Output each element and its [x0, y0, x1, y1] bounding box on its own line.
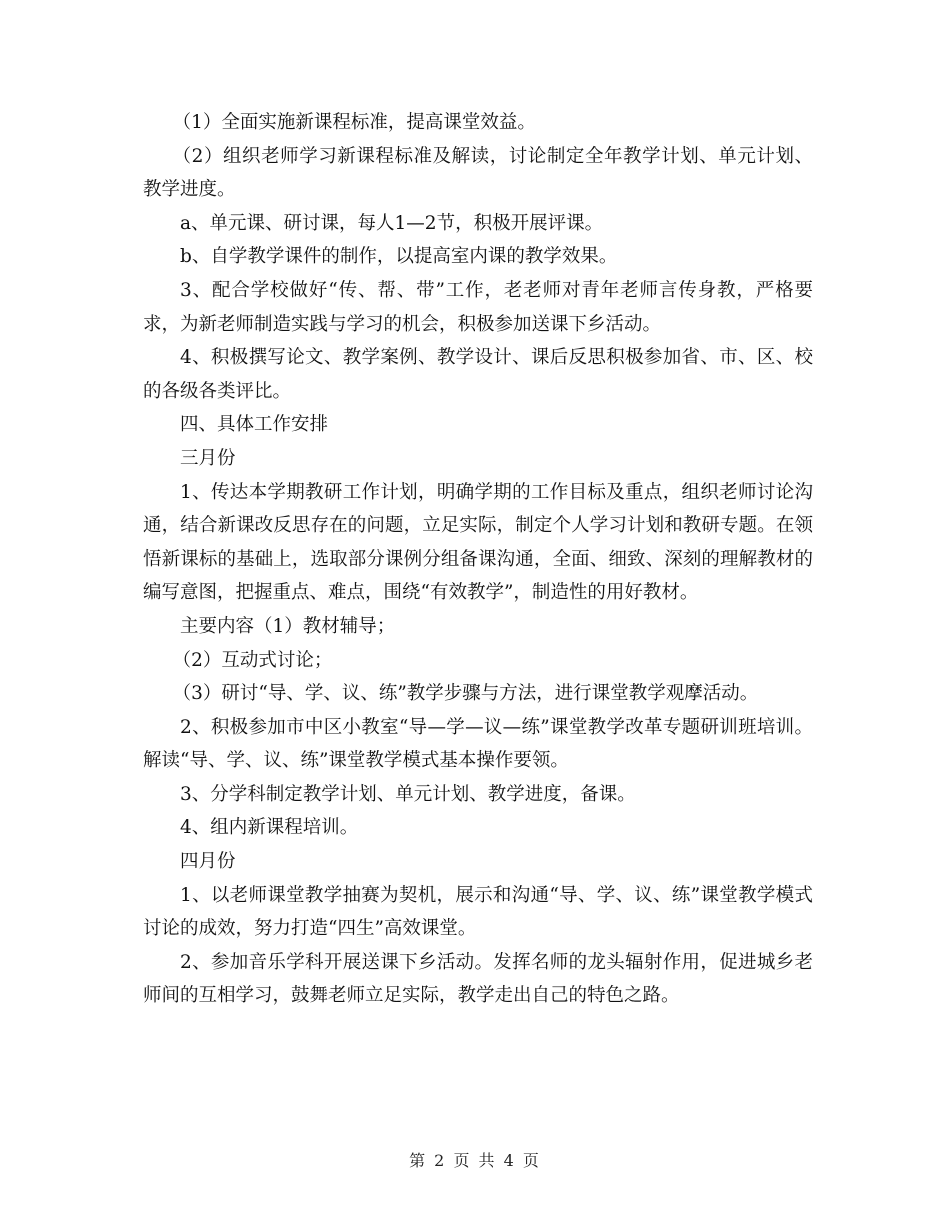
page-footer: 第 2 页 共 4 页	[409, 1151, 541, 1170]
paragraph-2: （2）组织老师学习新课程标准及解读，讨论制定全年教学计划、单元计划、教学进度。	[143, 145, 813, 201]
paragraph-18: 2、参加音乐学科开展送课下乡活动。发挥名师的龙头辐射作用，促进城乡老师间的互相学习，鼓舞老师立足实际，教学走出自己的特色之路。	[143, 951, 813, 1007]
paragraph-4: b、自学教学课件的制作，以提高室内课的教学效果。	[180, 246, 618, 268]
paragraph-10: 主要内容（1）教材辅导；	[180, 615, 396, 637]
paragraph-5: 3、配合学校做好“传、帮、带”工作，老老师对青年老师言传身教，严格要求，为新老师制造实践与学习的机会，积极参加送课下乡活动。	[143, 279, 813, 335]
paragraph-15: 4、组内新课程培训。	[180, 817, 359, 839]
paragraph-3: a、单元课、研讨课，每人1—2节，积极开展评课。	[180, 212, 604, 234]
paragraph-14: 3、分学科制定教学计划、单元计划、教学进度，备课。	[180, 783, 636, 805]
paragraph-11: （2）互动式讨论；	[172, 649, 333, 671]
section-heading: 四、具体工作安排	[180, 414, 329, 436]
paragraph-12: （3）研讨“导、学、议、练”教学步骤与方法，进行课堂教学观摩活动。	[172, 683, 759, 705]
paragraph-17: 1、以老师课堂教学抽赛为契机，展示和沟通“导、学、议、练”课堂教学模式讨论的成效，努力打造“四生”高效课堂。	[143, 884, 813, 940]
paragraph-13: 2、积极参加市中区小教室“导—学—议—练”课堂教学改革专题研训班培训。解读“导、学、议、练”课堂教学模式基本操作要领。	[143, 716, 813, 772]
paragraph-1: （1）全面实施新课程标准，提高课堂效益。	[172, 112, 536, 133]
month-heading-april: 四月份	[180, 851, 236, 873]
paragraph-9: 1、传达本学期教研工作计划，明确学期的工作目标及重点，组织老师讨论沟通，结合新课改反思存在的问题，立足实际，制定个人学习计划和教研专题。在领悟新课标的基础上，选取部分课例分组备课沟通，全面、细致、深刻的理解教材的编写意图，把握重点、难点，围绕“有效教学”，制造性的用好教材。	[143, 481, 813, 604]
paragraph-6: 4、积极撰写论文、教学案例、教学设计、课后反思积极参加省、市、区、校的各级各类评比。	[143, 347, 813, 402]
month-heading-march: 三月份	[180, 447, 236, 469]
document-body	[143, 106, 813, 1013]
